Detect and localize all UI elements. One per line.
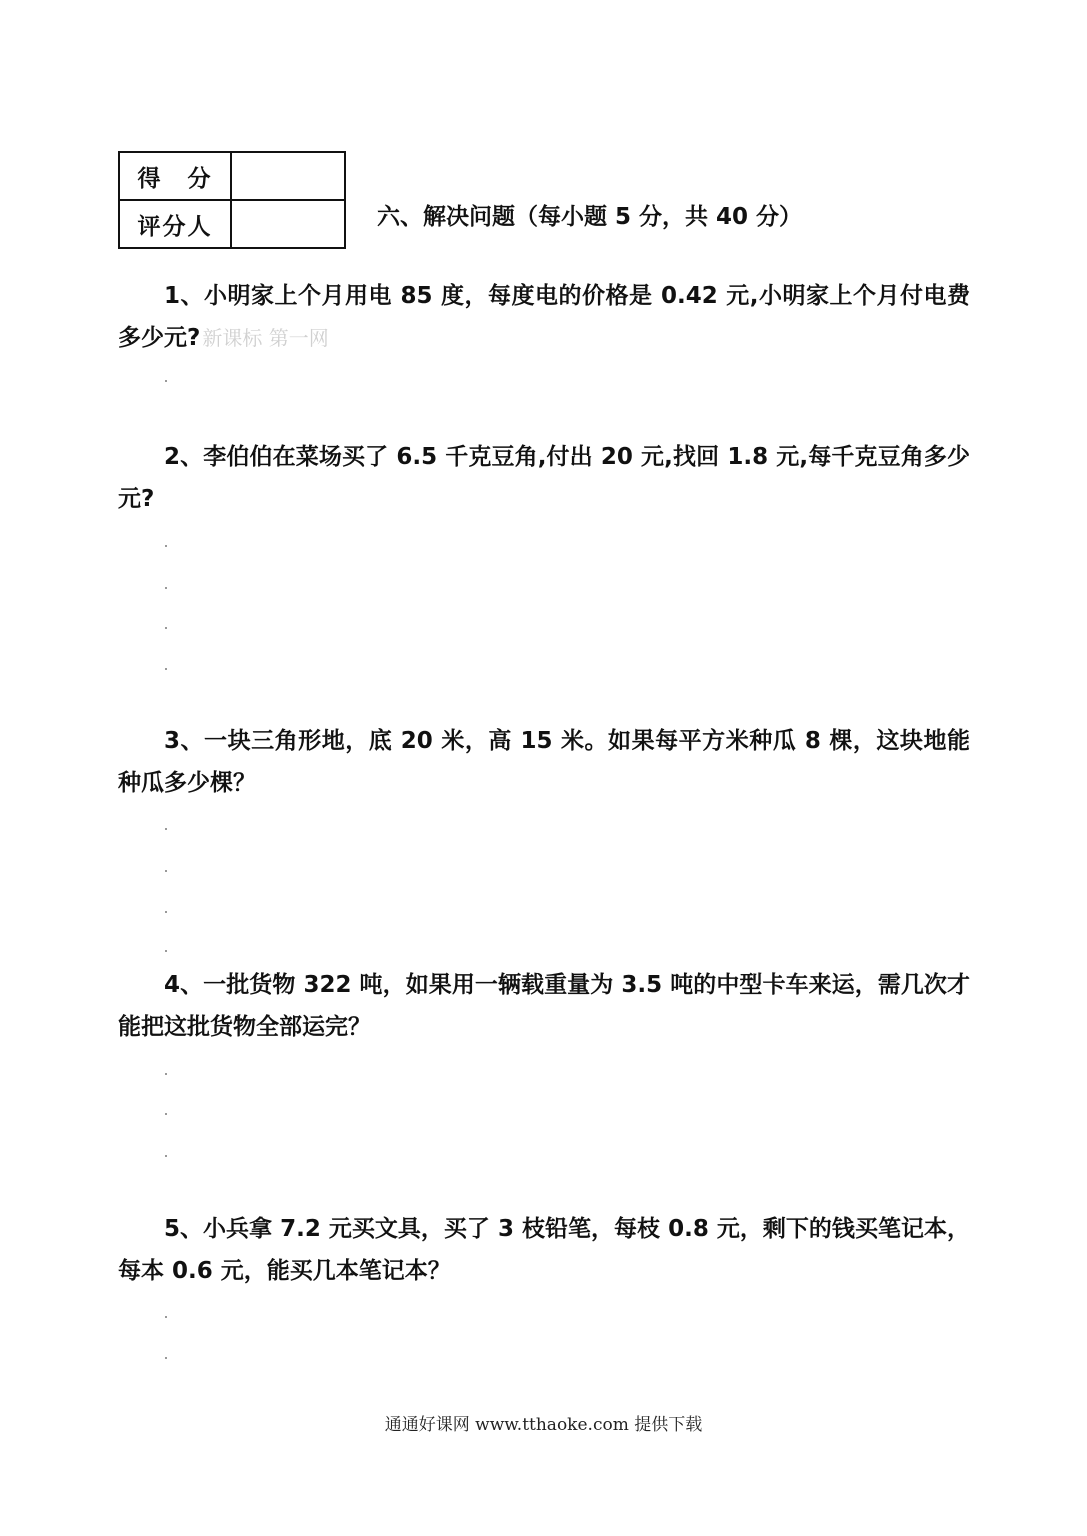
question-3 xyxy=(118,720,970,804)
answer-space-marker xyxy=(165,1316,167,1318)
question-5 xyxy=(118,1208,970,1292)
score-value-cell xyxy=(231,152,345,200)
question-1-text: 1、小明家上个月用电 85 度，每度电的价格是 0.42 元,小明家上个月付电费多少元? xyxy=(118,283,970,351)
answer-space-marker xyxy=(165,1113,167,1115)
grader-row xyxy=(119,200,345,248)
score-table xyxy=(118,151,346,249)
score-label: 得 分 xyxy=(119,152,231,200)
answer-space-marker xyxy=(165,828,167,830)
footer-source: 通通好课网 www.tthaoke.com 提供下载 xyxy=(384,1415,703,1435)
answer-space-marker xyxy=(165,380,167,382)
answer-space-marker xyxy=(165,668,167,670)
answer-space-marker xyxy=(165,1155,167,1157)
answer-space-marker xyxy=(165,950,167,952)
question-4-text: 4、一批货物 322 吨，如果用一辆载重量为 3.5 吨的中型卡车来运，需几次才能把这批货物全部运完？ xyxy=(118,972,970,1040)
question-2-text: 2、李伯伯在菜场买了 6.5 千克豆角,付出 20 元,找回 1.8 元,每千克豆角多少元? xyxy=(118,444,970,512)
answer-space-marker xyxy=(165,545,167,547)
answer-space-marker xyxy=(165,870,167,872)
answer-space-marker xyxy=(165,1073,167,1075)
score-row xyxy=(119,152,345,200)
answer-space-marker xyxy=(165,587,167,589)
watermark-text: 新课标 第一网 xyxy=(202,326,329,350)
question-5-text: 5、小兵拿 7.2 元买文具，买了 3 枝铅笔，每枝 0.8 元，剩下的钱买笔记本，每本 0.6 元，能买几本笔记本？ xyxy=(118,1216,970,1284)
answer-space-marker xyxy=(165,1357,167,1359)
grader-label: 评分人 xyxy=(119,200,231,248)
answer-space-marker xyxy=(165,627,167,629)
question-4 xyxy=(118,964,970,1048)
grader-value-cell xyxy=(231,200,345,248)
question-1 xyxy=(118,275,970,359)
answer-space-marker xyxy=(165,911,167,913)
question-3-text: 3、一块三角形地，底 20 米，高 15 米。如果每平方米种瓜 8 棵，这块地能种瓜多少棵？ xyxy=(118,728,970,796)
section-title: 六、解决问题（每小题 5 分，共 40 分） xyxy=(377,204,803,230)
question-2 xyxy=(118,436,970,520)
